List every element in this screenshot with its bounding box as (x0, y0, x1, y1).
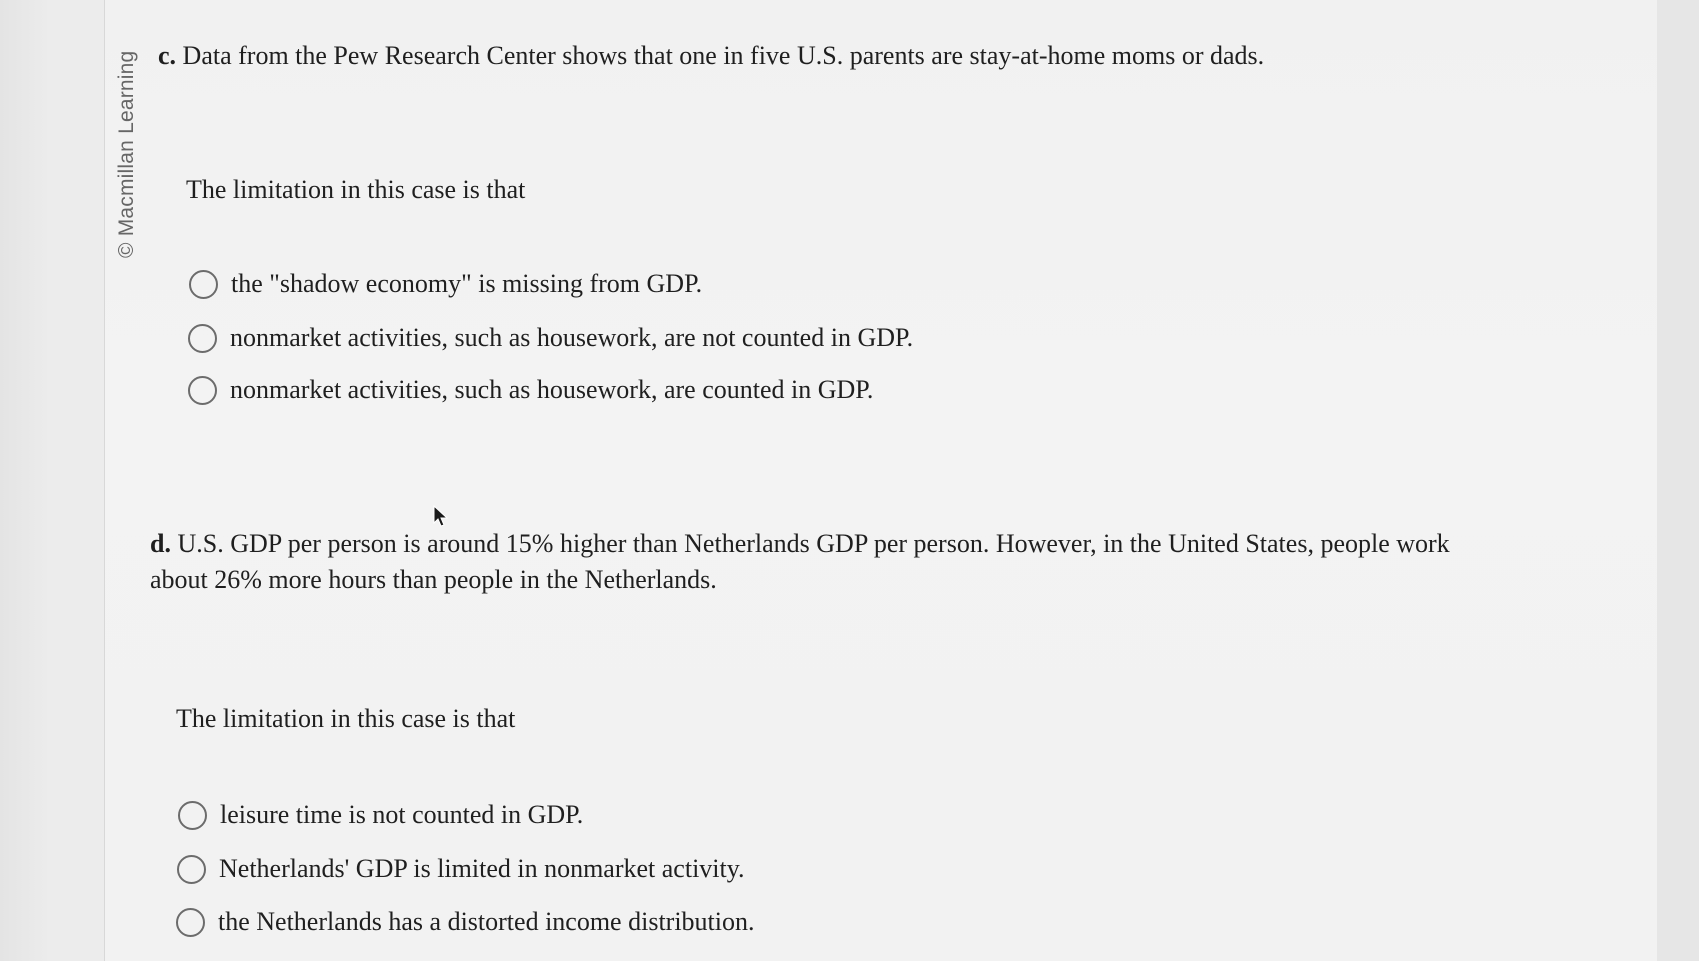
right-margin (1657, 0, 1699, 961)
copyright-notice: © Macmillan Learning (115, 50, 138, 258)
question-d-text-line2: about 26% more hours than people in the Netherlands. (150, 565, 717, 594)
question-d-option-1[interactable] (178, 799, 583, 831)
mouse-pointer-icon (433, 505, 449, 529)
question-d-option-2[interactable] (177, 853, 745, 885)
question-c-option-2[interactable] (188, 322, 913, 354)
option-label: the "shadow economy" is missing from GDP. (231, 269, 703, 298)
option-label: nonmarket activities, such as housework, are not counted in GDP. (230, 323, 914, 352)
radio-button-icon[interactable] (178, 801, 207, 830)
question-c-text: Data from the Pew Research Center shows that one in five U.S. parents are stay-at-home moms or dads. (182, 41, 1265, 70)
option-label: Netherlands' GDP is limited in nonmarket activity. (219, 854, 745, 883)
question-d-label: d. (150, 529, 171, 558)
question-c (158, 38, 1608, 74)
option-label: nonmarket activities, such as housework, are counted in GDP. (230, 375, 874, 404)
question-c-option-3[interactable] (188, 374, 873, 406)
radio-button-icon[interactable] (177, 855, 206, 884)
option-label: leisure time is not counted in GDP. (220, 800, 584, 829)
radio-button-icon[interactable] (188, 324, 217, 353)
question-d (150, 526, 1650, 598)
radio-button-icon[interactable] (176, 908, 205, 937)
question-d-prompt: The limitation in this case is that (176, 704, 516, 733)
question-c-option-1[interactable] (189, 268, 702, 300)
question-c-prompt: The limitation in this case is that (186, 175, 526, 204)
radio-button-icon[interactable] (189, 270, 218, 299)
option-label: the Netherlands has a distorted income distribution. (218, 907, 755, 936)
question-c-label: c. (158, 41, 177, 70)
radio-button-icon[interactable] (188, 376, 217, 405)
question-d-option-3[interactable] (176, 906, 755, 938)
question-d-text-line1: U.S. GDP per person is around 15% higher than Netherlands GDP per person. However, in the United States, people work (177, 529, 1450, 558)
